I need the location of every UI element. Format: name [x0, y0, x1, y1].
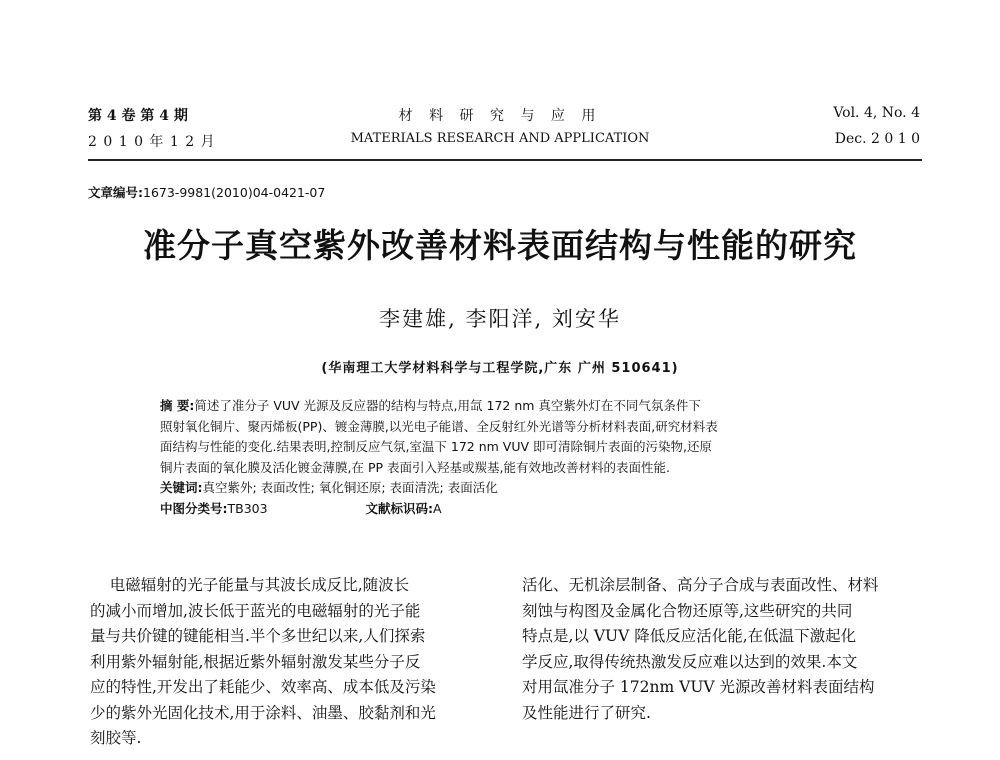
document-code-value: A: [433, 500, 442, 516]
abstract-line: [160, 396, 860, 417]
body-line: 学反应,取得传统热激发反应难以达到的效果.本文: [522, 652, 858, 671]
document-code-label: 文献标识码:: [365, 500, 434, 516]
abstract: [160, 396, 860, 519]
article-number-value: 1673-9981(2010)04-0421-07: [143, 185, 326, 200]
body-line: 活化、无机涂层制备、高分子合成与表面改性、材料: [522, 576, 879, 594]
issue-date-cn: 2 0 1 0 年 1 2 月: [88, 134, 216, 150]
keywords-label: 关键词:: [160, 480, 203, 495]
body-line: 的减小而增加,波长低于蓝光的电磁辐射的光子能: [90, 601, 421, 620]
abstract-label: 摘 要:: [160, 398, 195, 413]
body-line: 应的特性,开发出了耗能少、效率高、成本低及污染: [90, 678, 436, 696]
volume-en: Vol. 4, No. 4: [833, 105, 920, 121]
article-number-label: 文章编号:: [88, 185, 143, 200]
body-line: 对用氙准分子 172nm VUV 光源改善材料表面结构: [522, 678, 875, 696]
body-line: 及性能进行了研究.: [522, 703, 651, 722]
body-line: 刻蚀与构图及金属化合物还原等,这些研究的共同: [522, 601, 853, 620]
classification-value: TB303: [227, 500, 268, 516]
header-rule: [88, 159, 922, 161]
classification-line: [160, 499, 860, 520]
classification-label: 中图分类号:: [160, 500, 228, 516]
affiliation: (华南理工大学材料科学与工程学院,广东 广州 510641): [321, 361, 679, 376]
keywords-value: 真空紫外; 表面改性; 氧化铜还原; 表面清洗; 表面活化: [202, 480, 498, 495]
body-column-left: [90, 573, 495, 752]
abstract-line: 面结构与性能的变化.结果表明,控制反应气氛,室温下 172 nm VUV 即可清除铜片表面的污染物,还原: [160, 439, 712, 454]
authors: 李建雄, 李阳洋, 刘安华: [379, 307, 621, 331]
journal-title-cn: 材 料 研 究 与 应 用: [398, 108, 602, 124]
keywords-line: [160, 478, 860, 499]
volume-issue: 第 4 卷 第 4 期: [88, 108, 188, 124]
paper-title: 准分子真空紫外改善材料表面结构与性能的研究: [143, 226, 857, 265]
body-line: 刻胶等.: [90, 729, 142, 747]
abstract-line: 铜片表面的氧化膜及活化镀金薄膜,在 PP 表面引入羟基或羰基,能有效地改善材料的表面性能.: [160, 459, 670, 475]
body-line: 量与共价键的键能相当.半个多世纪以来,人们探索: [90, 627, 426, 645]
abstract-text: 简述了准分子 VUV 光源及反应器的结构与特点,用氙 172 nm 真空紫外灯在不同气氛条件下: [194, 398, 701, 413]
abstract-line: 照射氧化铜片、聚丙烯板(PP)、镀金薄膜,以光电子能谱、全反射红外光谱等分析材料表面,研究材料表: [160, 418, 718, 434]
body-line: 利用紫外辐射能,根据近紫外辐射激发某些分子反: [90, 652, 421, 671]
body-line: 少的紫外光固化技术,用于涂料、油墨、胶黏剂和光: [90, 703, 436, 722]
body-line: 电磁辐射的光子能量与其波长成反比,随波长: [90, 576, 410, 594]
issue-date-en: Dec. 2 0 1 0: [834, 131, 920, 147]
body-line: 特点是,以 VUV 降低反应活化能,在低温下激起化: [522, 627, 857, 645]
journal-title-en: MATERIALS RESEARCH AND APPLICATION: [350, 131, 650, 146]
body-column-right: [522, 573, 927, 726]
article-number: [88, 183, 325, 201]
